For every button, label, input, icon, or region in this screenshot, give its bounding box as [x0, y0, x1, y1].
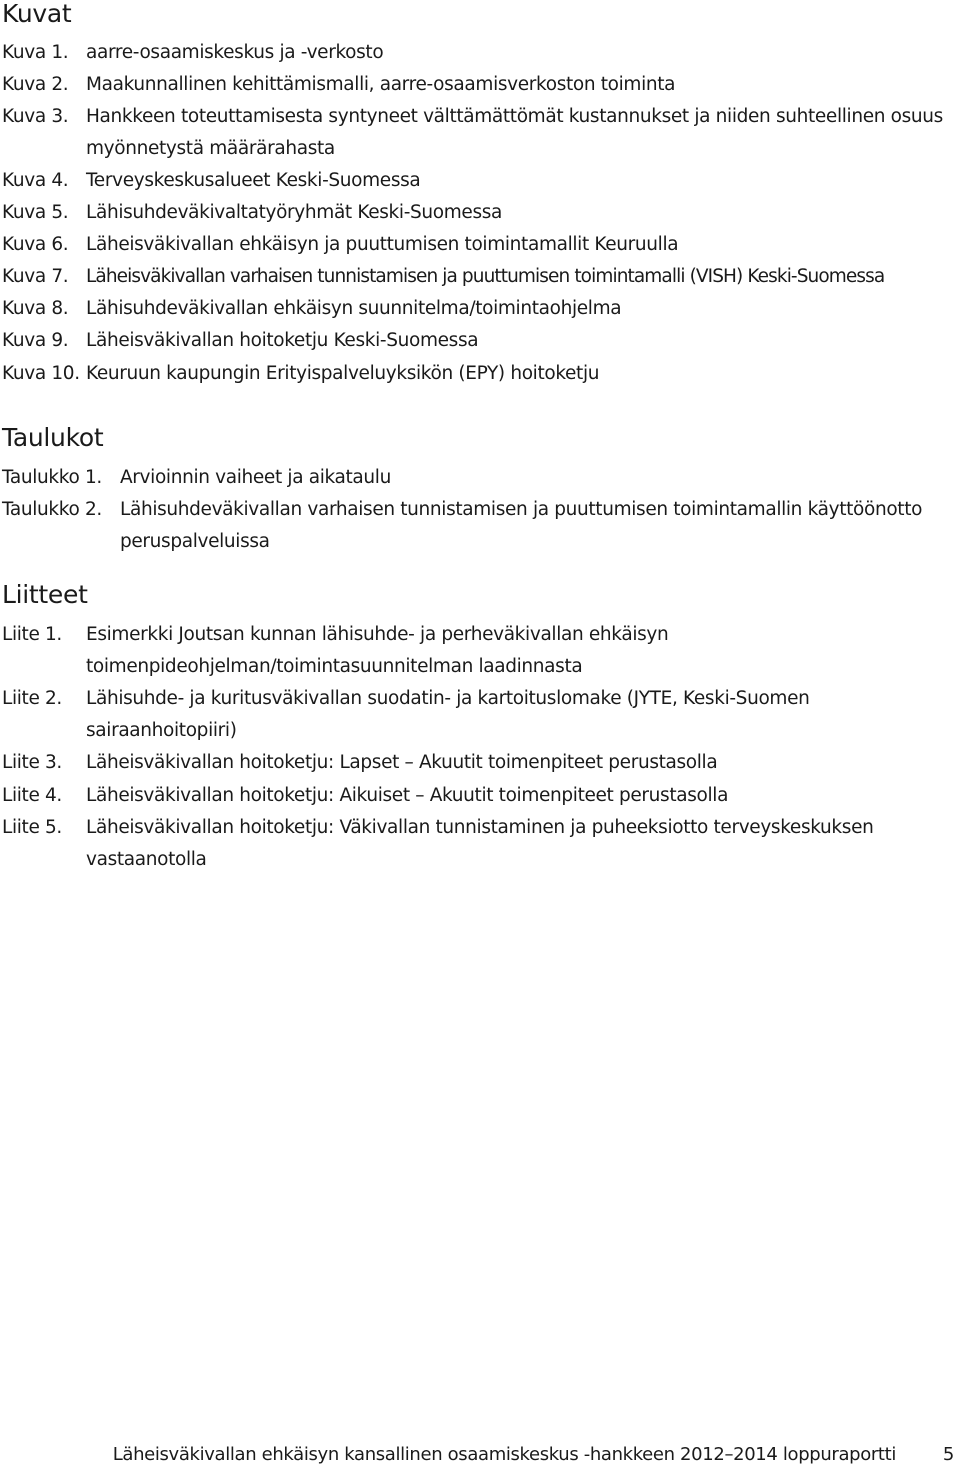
- kuva-caption: Läheisväkivallan varhaisen tunnistamisen ja puuttumisen toimintamalli (VISH) Keski-Suomessa: [86, 266, 885, 287]
- kuva-list-item: [0, 261, 960, 293]
- liite-label: Liite 5.: [2, 817, 62, 838]
- taulukko-list-item: [0, 462, 960, 494]
- liite-caption: Läheisväkivallan hoitoketju: Lapset – Akuutit toimenpiteet perustasolla: [86, 752, 718, 773]
- kuva-list-item: [0, 165, 960, 197]
- liitteet-heading: Liitteet: [2, 580, 88, 609]
- liite-list-item: [0, 780, 960, 812]
- footer-report-title: Läheisväkivallan ehkäisyn kansallinen osaamiskeskus -hankkeen 2012–2014 loppuraportti: [112, 1444, 896, 1465]
- liite-caption: Läheisväkivallan hoitoketju: Aikuiset – Akuutit toimenpiteet perustasolla: [86, 785, 729, 806]
- taulukko-label: Taulukko 2.: [2, 499, 102, 520]
- kuva-label: Kuva 4.: [2, 170, 69, 191]
- liite-list-item: [0, 812, 960, 876]
- kuva-list-item: [0, 358, 960, 390]
- liite-caption: Lähisuhde- ja kuritusväkivallan suodatin- ja kartoituslomake (JYTE, Keski-Suomen sairaanhoitopiiri): [86, 688, 810, 741]
- page-number: 5: [942, 1444, 954, 1465]
- kuva-list-item: [0, 197, 960, 229]
- kuva-list-item: [0, 229, 960, 261]
- kuva-label: Kuva 1.: [2, 42, 69, 63]
- kuva-caption: Lähisuhdeväkivallan ehkäisyn suunnitelma/toimintaohjelma: [86, 298, 622, 319]
- taulukko-list-item: [0, 494, 960, 558]
- kuva-list-item: [0, 101, 960, 165]
- liite-caption: Läheisväkivallan hoitoketju: Väkivallan tunnistaminen ja puheeksiotto terveyskeskuksen vastaanotolla: [86, 817, 874, 870]
- kuva-caption: aarre-osaamiskeskus ja -verkosto: [86, 42, 384, 63]
- kuva-caption: Maakunnallinen kehittämismalli, aarre-osaamisverkoston toiminta: [86, 74, 676, 95]
- kuva-caption: Lähisuhdeväkivaltatyöryhmät Keski-Suomessa: [86, 202, 503, 223]
- kuva-label: Kuva 5.: [2, 202, 69, 223]
- kuva-caption: Hankkeen toteuttamisesta syntyneet välttämättömät kustannukset ja niiden suhteellinen osuus myönnetystä määrärahasta: [86, 106, 943, 159]
- liite-list-item: [0, 683, 960, 747]
- kuva-label: Kuva 3.: [2, 106, 69, 127]
- kuva-caption: Terveyskeskusalueet Keski-Suomessa: [86, 170, 421, 191]
- liite-label: Liite 4.: [2, 785, 62, 806]
- kuva-caption: Läheisväkivallan ehkäisyn ja puuttumisen toimintamallit Keuruulla: [86, 234, 679, 255]
- kuva-label: Kuva 10.: [2, 363, 80, 384]
- kuva-list-item: [0, 325, 960, 357]
- kuva-label: Kuva 8.: [2, 298, 69, 319]
- page-footer: [0, 1444, 960, 1472]
- kuva-caption: Läheisväkivallan hoitoketju Keski-Suomessa: [86, 330, 479, 351]
- taulukot-heading: Taulukot: [2, 423, 104, 452]
- liite-label: Liite 3.: [2, 752, 62, 773]
- kuva-label: Kuva 7.: [2, 266, 69, 287]
- taulukko-caption: Lähisuhdeväkivallan varhaisen tunnistamisen ja puuttumisen toimintamallin käyttöönotto peruspalveluissa: [120, 499, 923, 552]
- kuva-caption: Keuruun kaupungin Erityispalveluyksikön (EPY) hoitoketju: [86, 363, 600, 384]
- kuva-label: Kuva 2.: [2, 74, 69, 95]
- liite-label: Liite 1.: [2, 624, 62, 645]
- kuva-label: Kuva 6.: [2, 234, 69, 255]
- taulukko-caption: Arvioinnin vaiheet ja aikataulu: [120, 467, 391, 488]
- liite-label: Liite 2.: [2, 688, 62, 709]
- liite-list-item: [0, 619, 960, 683]
- liite-caption: Esimerkki Joutsan kunnan lähisuhde- ja perheväkivallan ehkäisyn toimenpideohjelman/toimintasuunnitelman laadinnasta: [86, 624, 669, 677]
- kuva-list-item: [0, 69, 960, 101]
- kuva-list-item: [0, 293, 960, 325]
- kuva-label: Kuva 9.: [2, 330, 69, 351]
- kuva-list-item: [0, 37, 960, 69]
- kuvat-heading: Kuvat: [2, 0, 72, 28]
- liite-list-item: [0, 747, 960, 779]
- taulukko-label: Taulukko 1.: [2, 467, 102, 488]
